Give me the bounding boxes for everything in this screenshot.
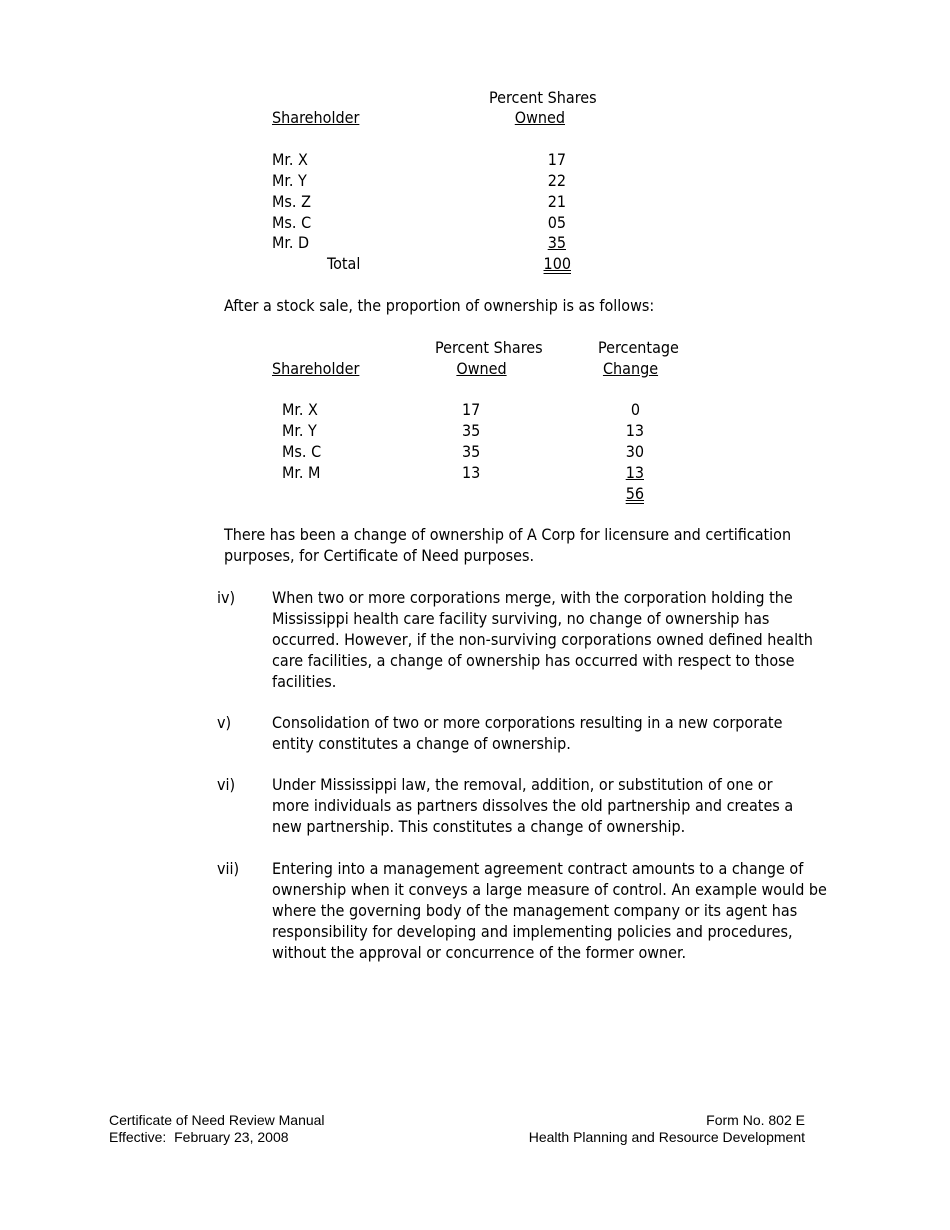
table1-row-value: 17 [547,150,566,169]
intro-after-sale: After a stock sale, the proportion of ownership is as follows: [224,296,655,315]
table2-row-change: 13 [625,421,644,440]
table2-percent-header-top: Percent Shares [435,338,543,357]
footer-effective-date: Effective: February 23, 2008 [109,1129,289,1145]
item-text: Consolidation of two or more corporations resulting in a new corporate entity constitutes a change of ownership. [272,713,783,753]
table2-row-name: Mr. M [282,463,321,482]
table2-row-value: 35 [462,421,481,440]
table1-row-name: Mr. D [272,233,310,252]
table2-row-value: 13 [462,463,481,482]
table1-row-name: Ms. Z [272,192,311,211]
table2-change-header-top: Percentage [598,338,679,357]
table1-row-name: Mr. X [272,150,308,169]
table1-row-name: Mr. Y [272,171,307,190]
table1-row-value: 05 [547,213,566,232]
table2-row-change: 0 [630,400,640,419]
footer-form-number: Form No. 802 E [706,1112,805,1128]
footer-department: Health Planning and Resource Development [528,1129,805,1145]
table1-row-value: 35 [547,233,566,252]
table2-row-name: Mr. X [282,400,318,419]
table1-total-label: Total [327,254,361,273]
item-marker: vi) [217,775,236,794]
table1-row-value: 21 [547,192,566,211]
table1-row-name: Ms. C [272,213,312,232]
table1-percent-header-top: Percent Shares [489,88,597,107]
table1-row-value: 22 [547,171,566,190]
item-marker: vii) [217,859,240,878]
table1-shareholder-header: Shareholder [272,108,360,127]
table2-row-name: Mr. Y [282,421,317,440]
table2-change-header-bottom: Change [602,359,659,378]
table2-row-value: 17 [462,400,481,419]
item-text: Entering into a management agreement contract amounts to a change of ownership when it conveys a large measure of control. An example would be where the governing body of the management company or its agent has responsibility for developing and implementing policies and procedures, without the approval or concurrence of the former owner. [272,859,827,962]
item-marker: v) [217,713,232,732]
table2-change-total: 56 [625,484,644,503]
table2-percent-header-bottom: Owned [456,359,507,378]
table2-row-value: 35 [462,442,481,461]
table1-total-value: 100 [543,254,571,273]
conclusion-paragraph: There has been a change of ownership of A Corp for licensure and certification purposes, for Certificate of Need purposes. [224,525,792,565]
item-marker: iv) [217,588,236,607]
item-text: Under Mississippi law, the removal, addition, or substitution of one or more individuals as partners dissolves the old partnership and creates a new partnership. This constitutes a change of ownership. [272,775,794,836]
table2-row-change: 30 [625,442,644,461]
footer-manual-title: Certificate of Need Review Manual [109,1112,325,1128]
table2-row-change: 13 [625,463,644,482]
item-text: When two or more corporations merge, with the corporation holding the Mississippi health care facility surviving, no change of ownership has occurred. However, if the non-surviving corporations owned defined health care facilities, a change of ownership has occurred with respect to those facilities. [272,588,813,691]
table1-percent-header-bottom: Owned [514,108,565,127]
table2-shareholder-header: Shareholder [272,359,360,378]
table2-row-name: Ms. C [282,442,322,461]
